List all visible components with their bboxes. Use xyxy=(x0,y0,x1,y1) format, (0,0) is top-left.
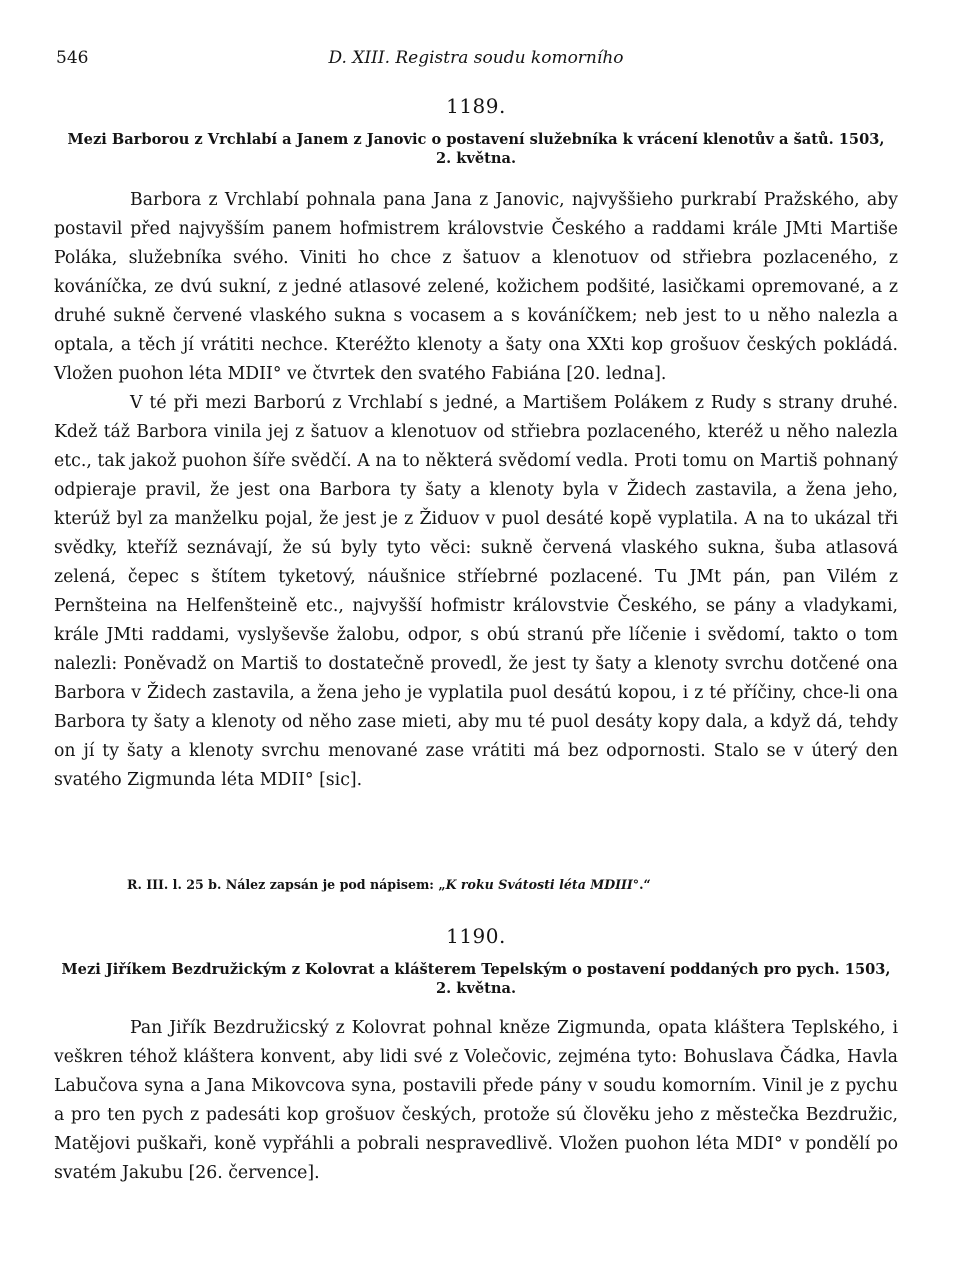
page-number: 546 xyxy=(56,48,89,68)
entry-summary: Mezi Barborou z Vrchlabí a Janem z Janovic o postavení služebníka k vrácení klenotův a šatů. 1503, 2. května. xyxy=(67,131,885,167)
entry-summary: Mezi Jiříkem Bezdružickým z Kolovrat a klášterem Tepelským o postavení poddaných pro pych. 1503, 2. května. xyxy=(61,961,891,997)
source-note-text: R. III. l. 25 b. Nález zapsán je pod nápisem: „ xyxy=(127,877,446,892)
running-head xyxy=(54,48,898,74)
paragraph: Pan Jiřík Bezdružicský z Kolovrat pohnal kněze Zigmunda, opata kláštera Teplského, i veškren téhož kláštera konvent, aby lidi své z Volečovic, zejména tyto: Bohuslava Čádka, Havla Labučova syna a Jana Mikovcova syna, postavili přede pány v soudu komorním. Vinil je z pychu a pro ten pych z padesáti kop grošuov českých, protože sú člověku jeho z městečka Bezdružic, Matějovi puškaři, koně vypřáhli a pobrali nespravedlivě. Vložen puohon léta MDI° v pondělí po svatém Jakubu [26. července]. xyxy=(54,1018,898,1183)
document-page xyxy=(54,0,898,1280)
entry-body xyxy=(54,186,898,795)
running-title: D. XIII. Registra soudu komorního xyxy=(328,48,624,68)
paragraph: Barbora z Vrchlabí pohnala pana Jana z Janovic, najvyššieho purkrabí Pražského, aby postavil před najvyšším panem hofmistrem královstvie Českého a raddami krále JMti Martiše Poláka, služebníka svého. Viniti ho chce z šatuov a klenotuov od střiebra pozlaceného, z kováníčka, ze dvú sukní, z jedné atlasové zelené, kožichem podšité, lasičkami opremované, a z druhé sukně červené vlaského sukna s vocasem a s kováníčkem; neb jest to u něho nalezla a optala, a těch jí vrátiti nechce. Kteréžto klenoty a šaty ona XXti kop grošuov českých pokládá. Vložen puohon léta MDII° ve čtvrtek den svatého Fabiána [20. ledna]. xyxy=(54,190,898,384)
entry-body xyxy=(54,1014,898,1188)
entry-number: 1189. xyxy=(446,94,506,118)
paragraph: V té při mezi Barború z Vrchlabí s jedné, a Martišem Polákem z Rudy s strany druhé. Kdež táž Barbora vinila jej z šatuov a klenotuov od střiebra pozlaceného, kteréž u něho nalezla etc., tak jakož puohon šíře svědčí. A na to některá svědomí vedla. Proti tomu on Martiš pohnaný odpieraje pravil, že jest ona Barbora ty šaty a klenoty byla v Židech zastavila, a žena jeho, kterúž byl za manželku pojal, že jest je z Židuov v puol desáté kopě vyplatila. A na to ukázal tři svědky, kteříž seznávají, že sú byly tyto věci: sukně červená vlaského sukna, šuba atlasová zelená, čepec s štítem tyketový, náušnice stříebrné pozlacené. Tu JMt pán, pan Vilém z Pernšteina na Helfenšteině etc., najvyšší hofmistr královstvie Českého, se pány a vladykami, krále JMti raddami, vyslyševše žalobu, odpor, s obú stranú pře líčenie i svědomí, takto o tom nalezli: Poněvadž on Martiš to dostatečně provedl, že jest ty šaty a klenoty svrchu dotčené ona Barbora v Židech zastavila, a žena jeho je vyplatila puol desátú kopou, i z té příčiny, chce-li ona Barbora ty šaty a klenoty od něho zase mieti, aby mu té puol desáty kopy dala, a když dá, tehdy on jí ty šaty a klenoty svrchu menované zase vrátiti má bez odpornosti. Stalo se v úterý den svatého Zigmunda léta MDII° [sic]. xyxy=(54,393,898,790)
source-note-end: .“ xyxy=(639,877,651,892)
entry-number: 1190. xyxy=(446,924,506,948)
source-note-title: K roku Svátosti léta MDIII° xyxy=(445,877,640,892)
source-note xyxy=(127,876,887,894)
